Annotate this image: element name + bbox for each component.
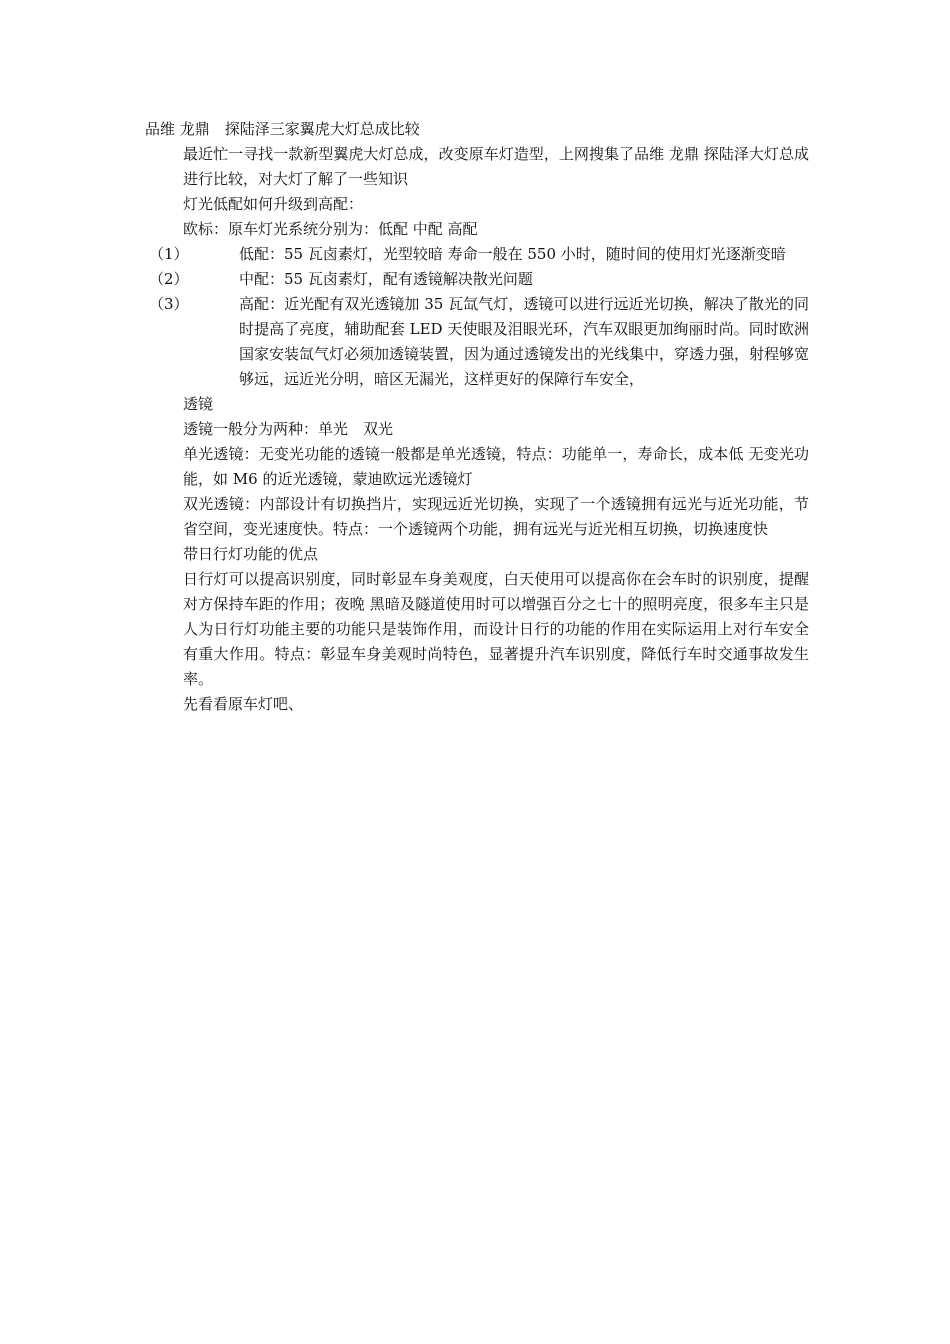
- list-text: 高配：近光配有双光透镜加 35 瓦氙气灯，透镜可以进行远近光切换，解决了散光的同时提高了亮度，辅助配套 LED 天使眼及泪眼光环，汽车双眼更加绚丽时尚。同时欧洲国家安装氙气灯必须加透镜装置，因为通过透镜发出的光线集中，穿透力强，射程够宽够远，远近光分明，暗区无漏光，这样更好的保障行车安全，: [239, 295, 810, 388]
- upgrade-heading: 灯光低配如何升级到高配：: [183, 195, 364, 213]
- list-number: （3）: [149, 295, 189, 313]
- single-lens-paragraph: 单光透镜：无变光功能的透镜一般都是单光透镜，特点：功能单一，寿命长，成本低 无变光功能，如 M6 的近光透镜，蒙迪欧远光透镜灯: [183, 445, 809, 488]
- drl-heading: 带日行灯功能的优点: [183, 545, 319, 563]
- document-title: 品维 龙鼎 探陆泽三家翼虎大灯总成比较: [145, 120, 420, 138]
- list-text: 低配：55 瓦卤素灯，光型较暗 寿命一般在 550 小时，随时间的使用灯光逐渐变暗: [239, 245, 786, 263]
- list-item: [145, 267, 809, 292]
- list-text: 中配：55 瓦卤素灯，配有透镜解决散光问题: [239, 270, 533, 288]
- document-body: [145, 117, 809, 717]
- list-number: （1）: [149, 245, 189, 263]
- list-number: （2）: [149, 270, 189, 288]
- list-item: [145, 292, 809, 392]
- standard-line: 欧标：原车灯光系统分别为：低配 中配 高配: [183, 220, 478, 238]
- list-item: [145, 242, 809, 267]
- intro-paragraph: 最近忙一寻找一款新型翼虎大灯总成，改变原车灯造型，上网搜集了品维 龙鼎 探陆泽大灯总成进行比较，对大灯了解了一些知识: [183, 145, 809, 188]
- lens-types: 透镜一般分为两种：单光 双光: [183, 420, 394, 438]
- closing-line: 先看看原车灯吧、: [183, 695, 304, 713]
- dual-lens-paragraph: 双光透镜：内部设计有切换挡片，实现远近光切换，实现了一个透镜拥有远光与近光功能，节省空间，变光速度快。特点：一个透镜两个功能，拥有远光与近光相互切换，切换速度快: [183, 495, 809, 538]
- drl-paragraph: 日行灯可以提高识别度，同时彰显车身美观度，白天使用可以提高你在会车时的识别度，提醒对方保持车距的作用；夜晚 黑暗及隧道使用时可以增强百分之七十的照明亮度，很多车主只是人为日行灯功能主要的功能只是装饰作用，而设计日行的功能的作用在实际运用上对行车安全有重大作用。特点：彰显车身美观时尚特色，显著提升汽车识别度，降低行车时交通事故发生率。: [183, 570, 809, 688]
- lens-heading: 透镜: [183, 395, 214, 413]
